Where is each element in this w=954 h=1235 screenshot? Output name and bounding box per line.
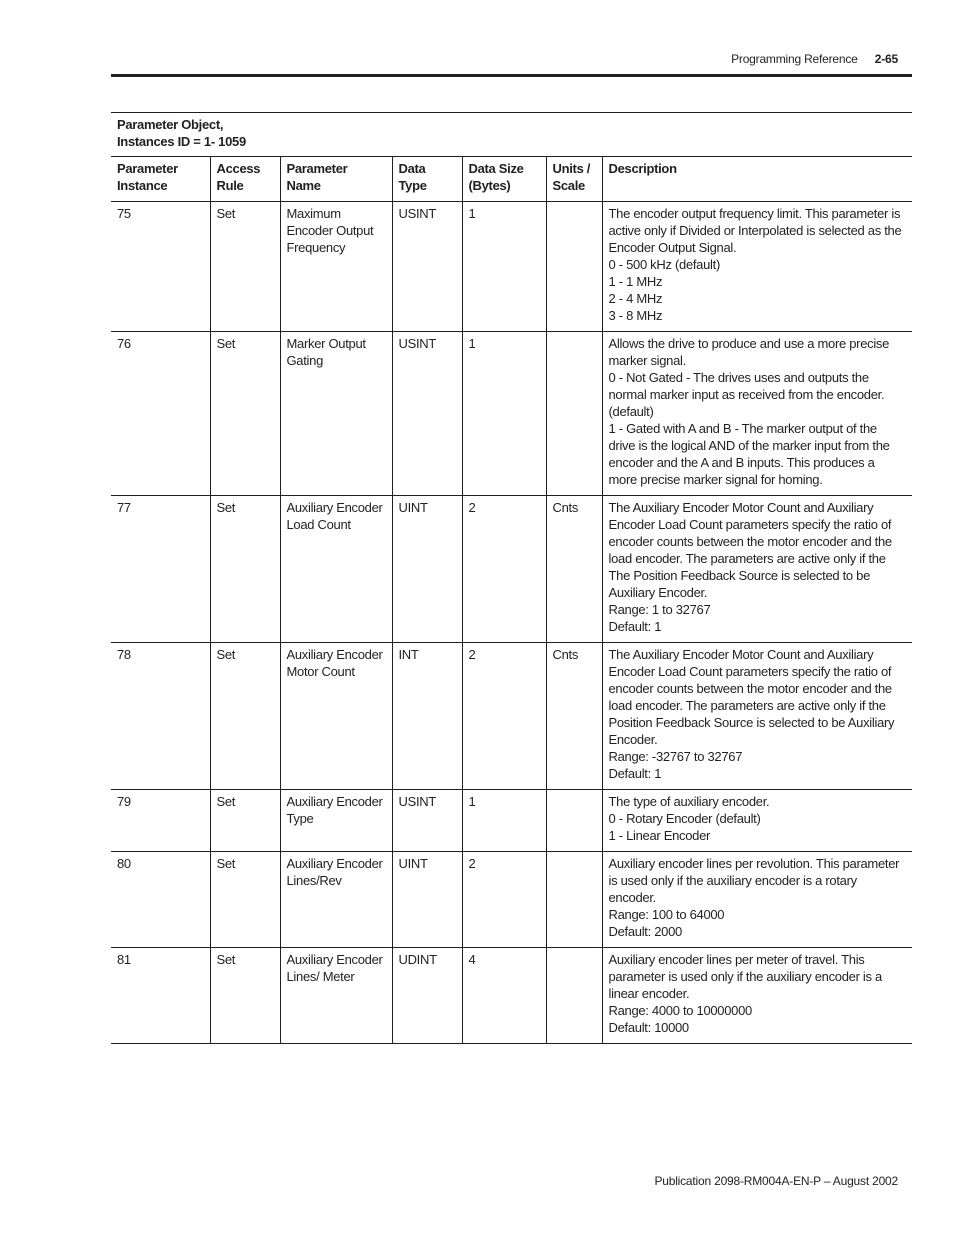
page-header bbox=[731, 52, 898, 66]
description-line: 0 - Not Gated - The drives uses and outputs the normal marker input as received from the encoder. (default) bbox=[608, 370, 885, 419]
col-data-type bbox=[392, 157, 462, 202]
cell-access-rule: Set bbox=[210, 496, 280, 643]
description-line: Auxiliary encoder lines per revolution. This parameter is used only if the auxiliary encoder is a rotary encoder. bbox=[608, 856, 900, 905]
col-parameter-name bbox=[280, 157, 392, 202]
cell-parameter-name: Auxiliary Encoder Lines/Rev bbox=[280, 852, 392, 948]
description-line: Allows the drive to produce and use a more precise marker signal. bbox=[608, 336, 890, 368]
cell-access-rule: Set bbox=[210, 643, 280, 790]
table-row bbox=[111, 332, 912, 496]
table-row bbox=[111, 852, 912, 948]
cell-data-type: INT bbox=[392, 643, 462, 790]
column-header-text: Rule bbox=[216, 178, 244, 193]
description-line: Default: 2000 bbox=[608, 924, 682, 939]
header-rule bbox=[111, 74, 912, 77]
column-header-text: Access bbox=[216, 161, 261, 176]
cell-instance: 78 bbox=[111, 643, 210, 790]
description-line: Range: 100 to 64000 bbox=[608, 907, 725, 922]
description-line: 3 - 8 MHz bbox=[608, 308, 663, 323]
cell-access-rule: Set bbox=[210, 852, 280, 948]
description-line: The Auxiliary Encoder Motor Count and Auxiliary Encoder Load Count parameters specify the ratio of encoder counts between the motor encoder and the load encoder. The parameters are active only if the Position Feedback Source is selected to be Auxiliary Encoder. bbox=[608, 647, 895, 747]
cell-data-size: 1 bbox=[462, 202, 546, 332]
column-header-text: Parameter bbox=[286, 161, 348, 176]
cell-access-rule: Set bbox=[210, 790, 280, 852]
column-header-text: Units / bbox=[552, 161, 591, 176]
cell-data-size: 4 bbox=[462, 948, 546, 1044]
section-title: Programming Reference bbox=[731, 52, 858, 66]
cell-instance: 77 bbox=[111, 496, 210, 643]
cell-data-size: 2 bbox=[462, 643, 546, 790]
column-header-text: Type bbox=[398, 178, 427, 193]
description-line: Auxiliary encoder lines per meter of travel. This parameter is used only if the auxiliary encoder is a linear encoder. bbox=[608, 952, 882, 1001]
cell-parameter-name: Auxiliary Encoder Type bbox=[280, 790, 392, 852]
description-line: Default: 1 bbox=[608, 619, 662, 634]
cell-units: Cnts bbox=[546, 643, 602, 790]
cell-description bbox=[602, 852, 912, 948]
column-header-text: Name bbox=[286, 178, 321, 193]
col-data-size bbox=[462, 157, 546, 202]
cell-access-rule: Set bbox=[210, 332, 280, 496]
cell-parameter-name: Marker Output Gating bbox=[280, 332, 392, 496]
cell-data-type: USINT bbox=[392, 790, 462, 852]
table-row bbox=[111, 496, 912, 643]
cell-units bbox=[546, 332, 602, 496]
description-line: Range: 1 to 32767 bbox=[608, 602, 711, 617]
cell-data-type: UINT bbox=[392, 496, 462, 643]
cell-data-size: 1 bbox=[462, 790, 546, 852]
description-line: The encoder output frequency limit. This parameter is active only if Divided or Interpolated is selected as the Encoder Output Signal. bbox=[608, 206, 902, 255]
cell-instance: 76 bbox=[111, 332, 210, 496]
publication-footer: Publication 2098-RM004A-EN-P – August 2002 bbox=[654, 1174, 898, 1188]
parameter-table bbox=[111, 112, 912, 1044]
cell-description bbox=[602, 643, 912, 790]
cell-data-size: 2 bbox=[462, 852, 546, 948]
cell-data-size: 1 bbox=[462, 332, 546, 496]
description-line: 2 - 4 MHz bbox=[608, 291, 663, 306]
page-number: 2-65 bbox=[874, 52, 898, 66]
table-row bbox=[111, 790, 912, 852]
cell-instance: 81 bbox=[111, 948, 210, 1044]
col-parameter-instance bbox=[111, 157, 210, 202]
cell-units: Cnts bbox=[546, 496, 602, 643]
column-header-row bbox=[111, 157, 912, 202]
cell-parameter-name: Auxiliary Encoder Lines/ Meter bbox=[280, 948, 392, 1044]
cell-units bbox=[546, 948, 602, 1044]
col-units-scale bbox=[546, 157, 602, 202]
cell-instance: 79 bbox=[111, 790, 210, 852]
description-line: The type of auxiliary encoder. bbox=[608, 794, 770, 809]
table-row bbox=[111, 643, 912, 790]
cell-instance: 80 bbox=[111, 852, 210, 948]
cell-instance: 75 bbox=[111, 202, 210, 332]
cell-parameter-name: Auxiliary Encoder Load Count bbox=[280, 496, 392, 643]
cell-description bbox=[602, 496, 912, 643]
cell-description bbox=[602, 202, 912, 332]
description-line: 1 - Gated with A and B - The marker output of the drive is the logical AND of the marker input from the encoder and the A and B inputs. This produces a more precise marker signal for homing. bbox=[608, 421, 890, 487]
cell-data-type: USINT bbox=[392, 202, 462, 332]
description-line: 0 - Rotary Encoder (default) bbox=[608, 811, 761, 826]
caption-line-1: Parameter Object, bbox=[117, 117, 224, 132]
description-line: The Auxiliary Encoder Motor Count and Auxiliary Encoder Load Count parameters specify the ratio of encoder counts between the motor encoder and the load encoder. The parameters are active only if the The Position Feedback Source is selected to be Auxiliary Encoder. bbox=[608, 500, 892, 600]
cell-parameter-name: Auxiliary Encoder Motor Count bbox=[280, 643, 392, 790]
cell-description bbox=[602, 948, 912, 1044]
table-body bbox=[111, 202, 912, 1044]
col-description bbox=[602, 157, 912, 202]
description-line: 1 - Linear Encoder bbox=[608, 828, 711, 843]
table-row bbox=[111, 202, 912, 332]
cell-units bbox=[546, 202, 602, 332]
caption-line-2: Instances ID = 1- 1059 bbox=[117, 134, 246, 149]
description-line: Range: 4000 to 10000000 bbox=[608, 1003, 752, 1018]
column-header-text: Scale bbox=[552, 178, 585, 193]
column-header-text: Data bbox=[398, 161, 426, 176]
cell-description bbox=[602, 332, 912, 496]
cell-data-size: 2 bbox=[462, 496, 546, 643]
description-line: Default: 1 bbox=[608, 766, 662, 781]
description-line: 1 - 1 MHz bbox=[608, 274, 663, 289]
col-access-rule bbox=[210, 157, 280, 202]
cell-access-rule: Set bbox=[210, 202, 280, 332]
column-header-text: Parameter bbox=[117, 161, 178, 176]
column-header-text: Data Size bbox=[468, 161, 524, 176]
cell-units bbox=[546, 852, 602, 948]
description-line: 0 - 500 kHz (default) bbox=[608, 257, 720, 272]
cell-units bbox=[546, 790, 602, 852]
cell-data-type: UINT bbox=[392, 852, 462, 948]
column-header-text: Instance bbox=[117, 178, 168, 193]
description-line: Default: 10000 bbox=[608, 1020, 689, 1035]
cell-data-type: USINT bbox=[392, 332, 462, 496]
table-row bbox=[111, 948, 912, 1044]
column-header-text: Description bbox=[608, 161, 677, 176]
cell-description bbox=[602, 790, 912, 852]
column-header-text: (Bytes) bbox=[468, 178, 511, 193]
cell-access-rule: Set bbox=[210, 948, 280, 1044]
table-caption bbox=[111, 113, 912, 157]
cell-parameter-name: Maximum Encoder Output Frequency bbox=[280, 202, 392, 332]
description-line: Range: -32767 to 32767 bbox=[608, 749, 743, 764]
cell-data-type: UDINT bbox=[392, 948, 462, 1044]
